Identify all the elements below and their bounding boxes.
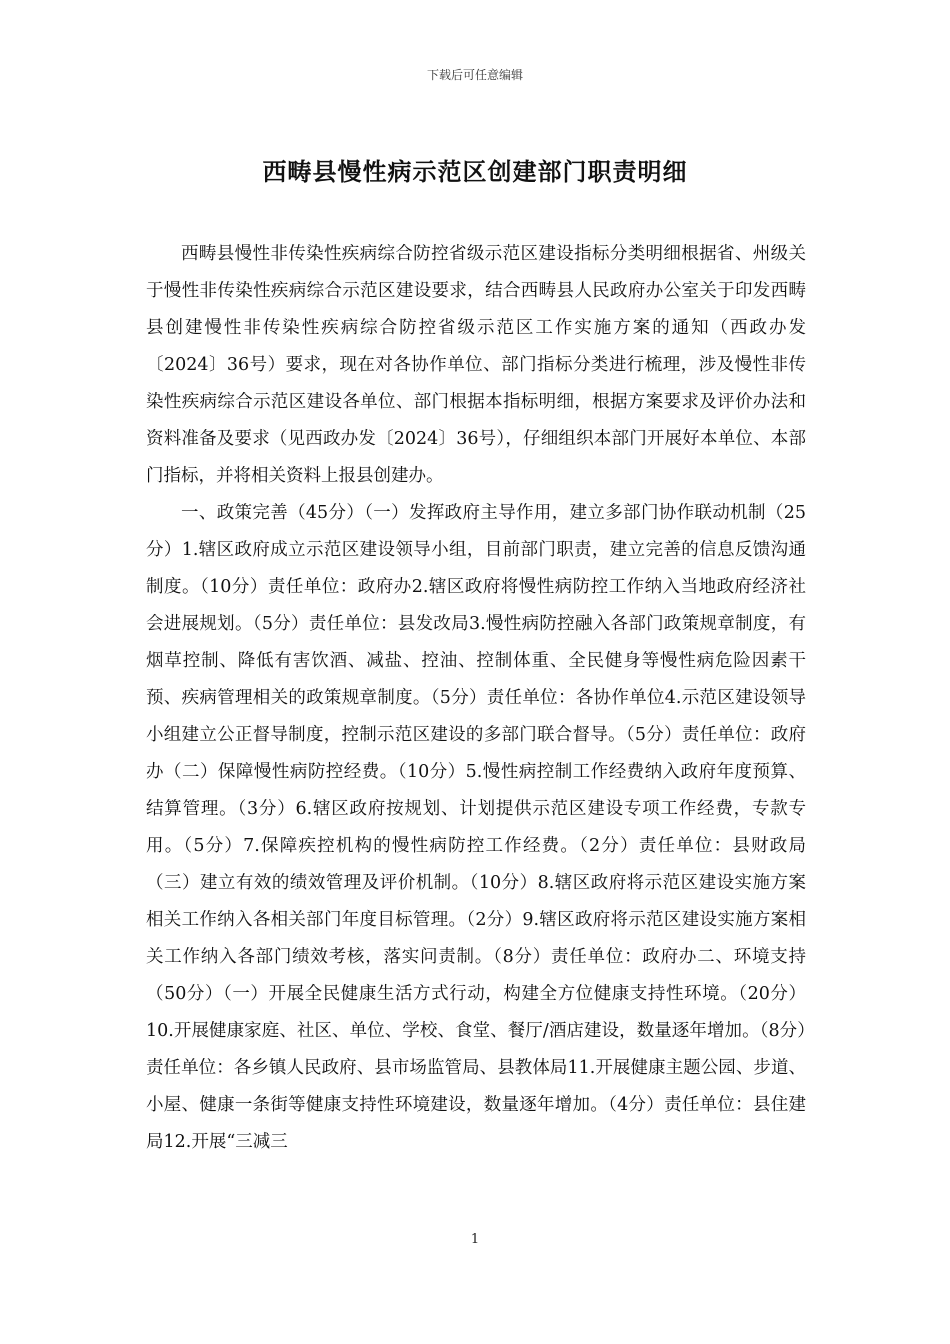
policy-paragraph: 一、政策完善（45分）（一）发挥政府主导作用，建立多部门协作联动机制（25分）1.辖区政府成立示范区建设领导小组，目前部门职责，建立完善的信息反馈沟通制度。（10分）责任单位：政府办2.辖区政府将慢性病防控工作纳入当地政府经济社会进展规划。（5分）责任单位：县发改局3.慢性病防控融入各部门政策规章制度，有烟草控制、降低有害饮酒、减盐、控油、控制体重、全民健身等慢性病危险因素干预、疾病管理相关的政策规章制度。（5分）责任单位：各协作单位4.示范区建设领导小组建立公正督导制度，控制示范区建设的多部门联合督导。（5分）责任单位：政府办（二）保障慢性病防控经费。（10分）5.慢性病控制工作经费纳入政府年度预算、结算管理。（3分）6.辖区政府按规划、计划提供示范区建设专项工作经费，专款专用。（5分）7.保障疾控机构的慢性病防控工作经费。（2分）责任单位：县财政局（三）建立有效的绩效管理及评价机制。（10分）8.辖区政府将示范区建设实施方案相关工作纳入各相关部门年度目标管理。（2分）9.辖区政府将示范区建设实施方案相关工作纳入各部门绩效考核，落实问责制。（8分）责任单位：政府办二、环境支持（50分）（一）开展全民健康生活方式行动，构建全方位健康支持性环境。（20分）10.开展健康家庭、社区、单位、学校、食堂、餐厅/酒店建设，数量逐年增加。（8分）责任单位：各乡镇人民政府、县市场监管局、县教体局11.开展健康主题公园、步道、小屋、健康一条街等健康支持性环境建设，数量逐年增加。（4分）责任单位：县住建局12.开展“三减三 — [146, 503, 806, 1152]
page-number: 1 — [470, 1232, 480, 1247]
intro-paragraph: 西畴县慢性非传染性疾病综合防控省级示范区建设指标分类明细根据省、州级关于慢性非传染性疾病综合示范区建设要求，结合西畴县人民政府办公室关于印发西畴县创建慢性非传染性疾病综合防控省级示范区工作实施方案的通知（西政办发〔2024〕36号）要求，现在对各协作单位、部门指标分类进行梳理，涉及慢性非传染性疾病综合示范区建设各单位、部门根据本指标明细，根据方案要求及评价办法和资料准备及要求（见西政办发〔2024〕36号），仔细组织本部门开展好本单位、本部门指标，并将相关资料上报县创建办。 — [146, 244, 806, 486]
document-body — [146, 236, 806, 1161]
document-title: 西畴县慢性病示范区创建部门职责明细 — [262, 158, 688, 186]
page-header-note: 下载后可任意编辑 — [426, 68, 523, 82]
